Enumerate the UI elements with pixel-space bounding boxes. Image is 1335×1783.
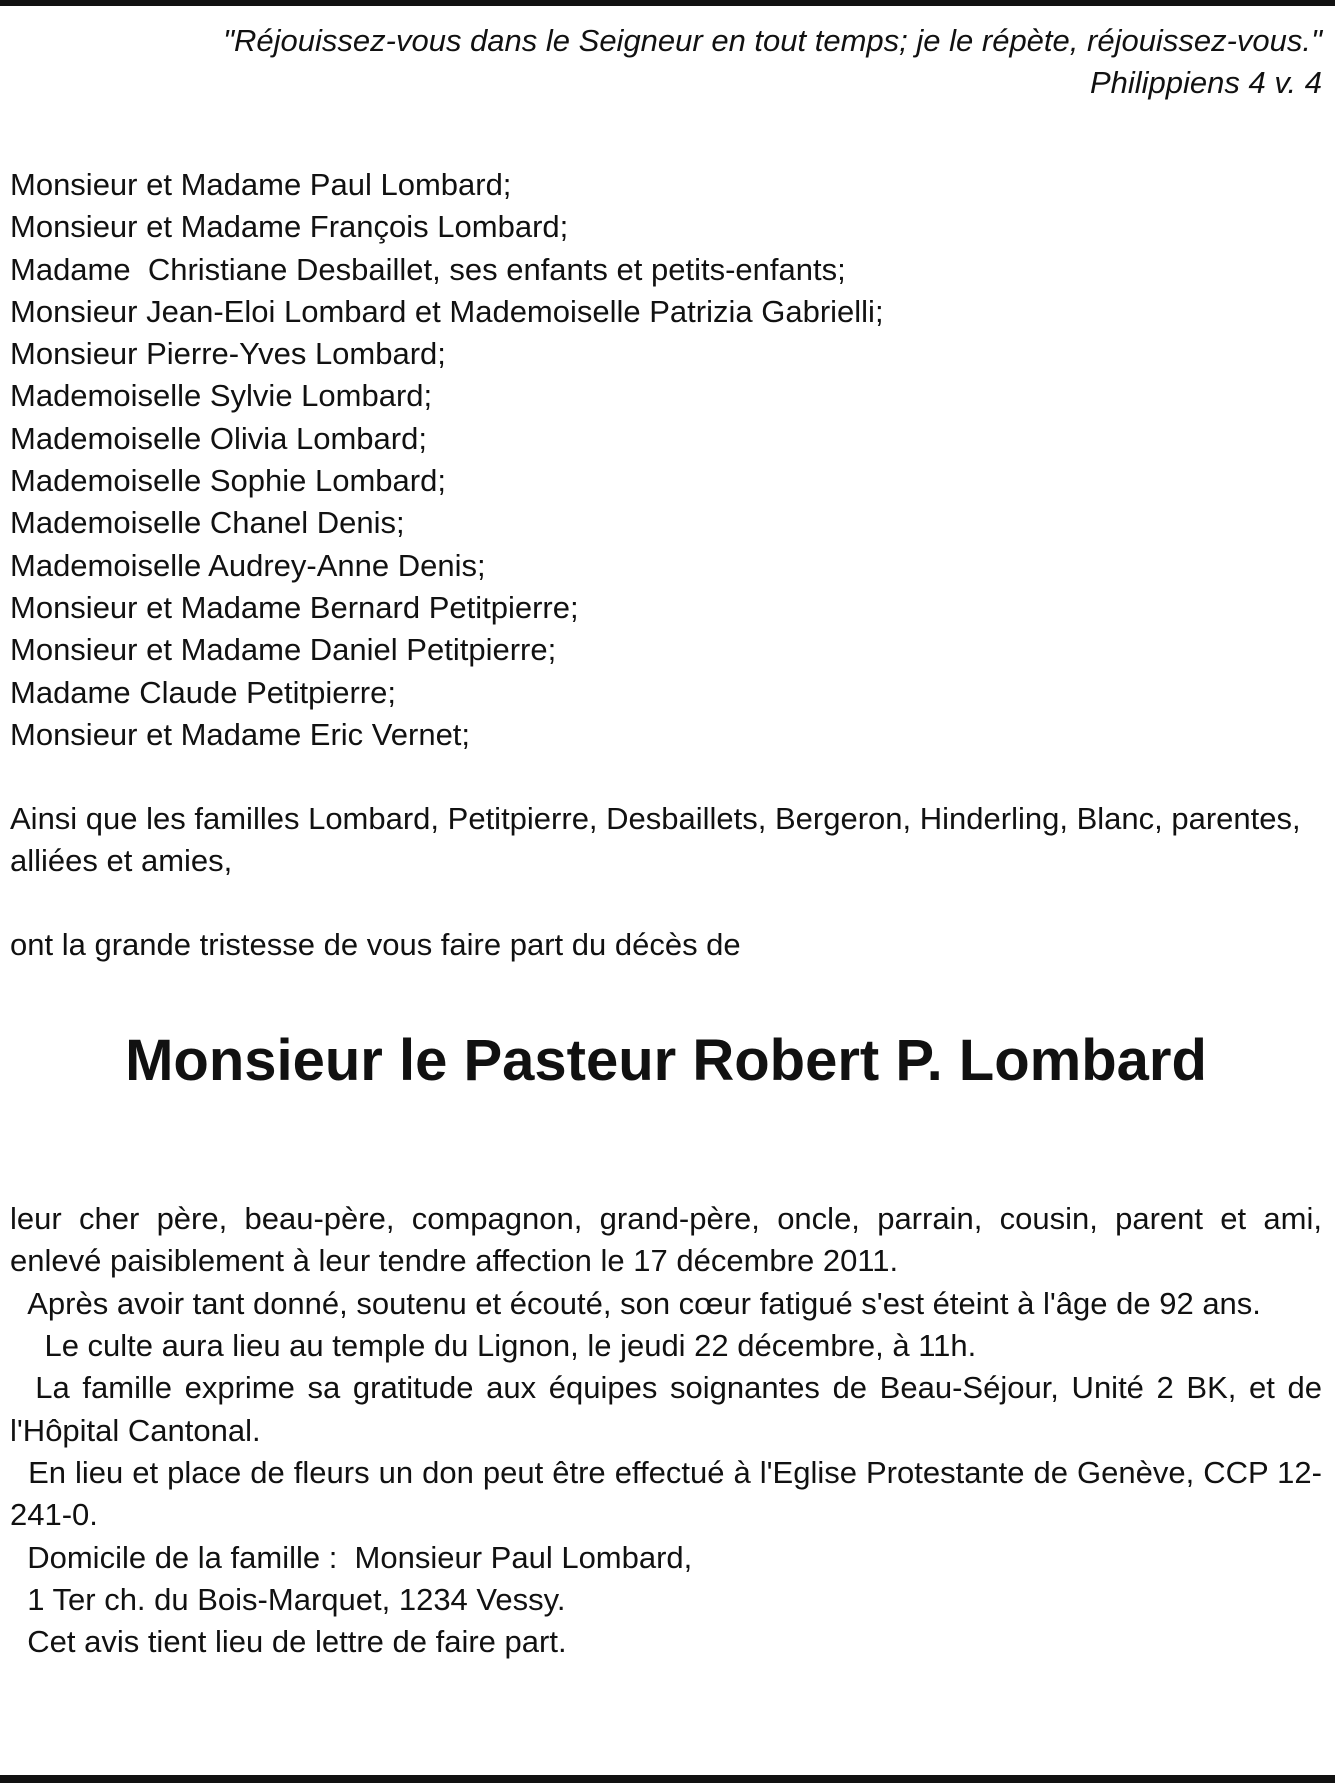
also-families: Ainsi que les familles Lombard, Petitpierre, Desbaillets, Bergeron, Hinderling, Blanc, parentes, alliées et amies,: [10, 801, 1301, 879]
family-member: Monsieur et Madame Paul Lombard;: [10, 167, 512, 202]
body-paragraph-service: Le culte aura lieu au temple du Lignon, le jeudi 22 décembre, à 11h.: [10, 1328, 977, 1364]
body-paragraph-heart: Après avoir tant donné, soutenu et écouté, son cœur fatigué s'est éteint à l'âge de 92 ans.: [10, 1285, 1261, 1321]
family-member: Mademoiselle Olivia Lombard;: [10, 420, 427, 456]
family-list: [10, 164, 1322, 756]
epigraph-quote: "Réjouissez-vous dans le Seigneur en tout temps; je le répète, réjouissez-vous.": [223, 23, 1322, 58]
family-member: Monsieur Pierre-Yves Lombard;: [10, 336, 446, 372]
family-member: Mademoiselle Audrey-Anne Denis;: [10, 547, 486, 583]
family-member: Monsieur et Madame Eric Vernet;: [10, 716, 471, 752]
family-member: Monsieur et Madame Daniel Petitpierre;: [10, 632, 557, 668]
family-member: Madame Christiane Desbaillet, ses enfants et petits-enfants;: [10, 251, 846, 287]
domicile-line: Domicile de la famille : Monsieur Paul Lombard,: [10, 1539, 693, 1575]
bottom-rule: [0, 1775, 1335, 1783]
family-member: Monsieur et Madame Bernard Petitpierre;: [10, 589, 579, 625]
closing-note: Cet avis tient lieu de lettre de faire part.: [10, 1624, 567, 1660]
family-member: Mademoiselle Sophie Lombard;: [10, 463, 446, 499]
family-member: Madame Claude Petitpierre;: [10, 674, 396, 710]
body-paragraph-donation: En lieu et place de fleurs un don peut être effectué à l'Eglise Protestante de Genève, CCP 12-241-0.: [10, 1454, 1322, 1533]
family-member: Monsieur Jean-Eloi Lombard et Mademoiselle Patrizia Gabrielli;: [10, 293, 884, 329]
family-member: Monsieur et Madame François Lombard;: [10, 209, 569, 245]
body-paragraph-tribute: leur cher père, beau-père, compagnon, grand-père, oncle, parrain, cousin, parent et ami, enlevé paisiblement à leur tendre affection le 17 décembre 2011.: [10, 1201, 1322, 1279]
epigraph: [10, 20, 1322, 104]
body-paragraph-gratitude: La famille exprime sa gratitude aux équipes soignantes de Beau-Séjour, Unité 2 BK, et de l'Hôpital Cantonal.: [10, 1370, 1331, 1448]
notice-body: [10, 1198, 1331, 1663]
deceased-name: Monsieur le Pasteur Robert P. Lombard: [125, 1028, 1207, 1094]
top-rule: [0, 0, 1335, 6]
epigraph-reference: Philippiens 4 v. 4: [1089, 65, 1322, 100]
domicile-address: 1 Ter ch. du Bois-Marquet, 1234 Vessy.: [10, 1581, 566, 1617]
family-member: Mademoiselle Chanel Denis;: [10, 505, 405, 541]
obituary-notice: [10, 20, 1331, 1663]
family-member: Mademoiselle Sylvie Lombard;: [10, 378, 433, 414]
announcement: ont la grande tristesse de vous faire part du décès de: [10, 927, 741, 963]
